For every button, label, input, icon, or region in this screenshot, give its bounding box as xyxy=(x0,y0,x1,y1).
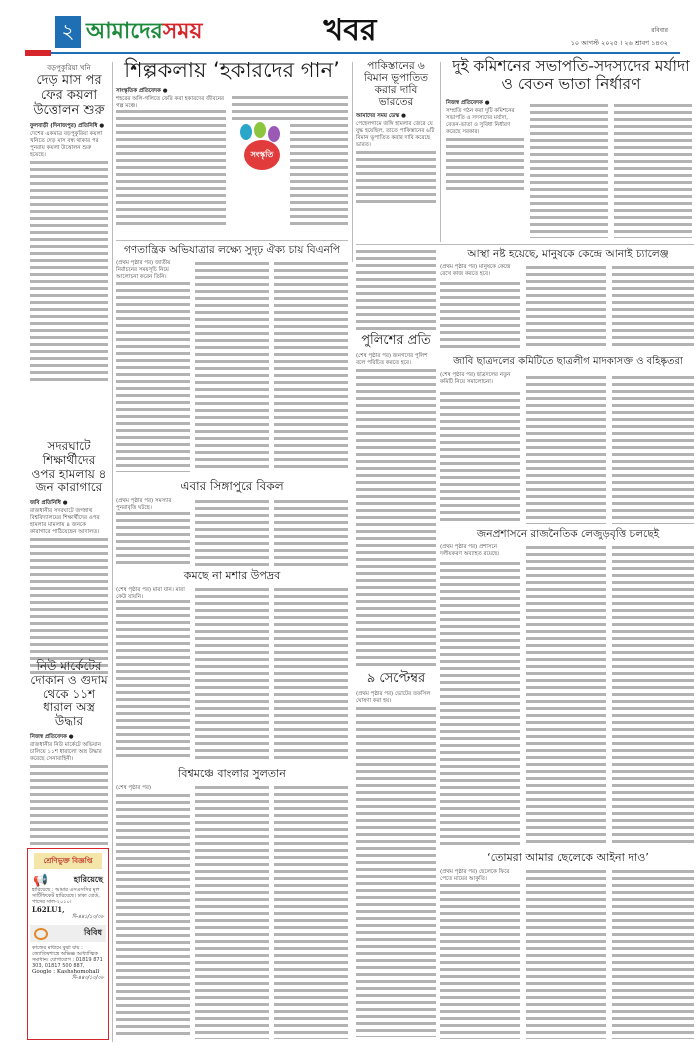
headline: আস্থা নষ্ট হয়েছে, মানুষকে কেন্দ্রে আনাই চ্যালেঞ্জ xyxy=(467,248,669,260)
misc-heading: বিবিধ xyxy=(84,928,102,937)
headline: বিশ্বমঞ্চে বাংলার সুলতান xyxy=(178,767,286,780)
megaphone-icon: 📢 xyxy=(33,873,48,887)
masthead-rule xyxy=(25,52,680,54)
body-text xyxy=(116,600,190,760)
lead: রাজধানীর নিউ মার্কেটে অভিযান চালিয়ে ১১শ ধারালো অস্ত্র উদ্ধার করেছে সেনাবাহিনী। xyxy=(30,741,102,762)
classifieds-title: শ্রেণিভুক্ত বিজ্ঞপ্তি xyxy=(34,853,102,869)
byline: জবি প্রতিনিধি ● xyxy=(30,500,68,507)
body-text xyxy=(526,266,606,350)
body-text xyxy=(440,884,520,1039)
masthead-accent xyxy=(25,50,51,56)
lead: পেহেলগামে জঙ্গি হামলার জেরে যে যুদ্ধ হয়েছিল, তাতে পাকিস্তানের ৬টি বিমান ভূপাতিত করার দাবি করেছে ভারত। xyxy=(356,121,435,149)
misc-text: কাজের মাধ্যমে বুঝা যায় : জ্যোতিষশাস্ত্রে অভিজ্ঞ আধ্যাত্মিক সমাধান। যোগাযোগ : 01819 871 303, 01817 500 887, xyxy=(32,945,103,969)
misc-web: Google : Kashshomohall xyxy=(32,969,100,975)
headline: শিল্পকলায় ‘হকারদের গান’ xyxy=(124,58,340,82)
body-text xyxy=(356,369,436,669)
byline: নিজস্ব প্রতিবেদক ● xyxy=(30,733,74,740)
headline: জাবি ছাত্রদলের কমিটিতে ছাত্রলীগ মাদকাসক্ত ও বহিষ্কৃতরা xyxy=(453,356,683,367)
body-text xyxy=(440,562,520,847)
body-text xyxy=(274,500,348,566)
body-text xyxy=(30,161,108,381)
body-text xyxy=(612,266,694,350)
culture-badge xyxy=(236,124,286,174)
misc-ref: দি-৪৪০/১০/০৮ xyxy=(72,975,104,981)
body-text xyxy=(116,282,190,472)
headline: এবার সিঙ্গাপুরে বিকল xyxy=(180,479,284,493)
column-rule xyxy=(112,62,113,1042)
lost-heading: হারিয়েছে xyxy=(73,874,103,884)
body-text xyxy=(612,870,694,1039)
headline: নিউ মার্কেটের দোকান ও গুদাম থেকে ১১শ ধারাল অস্ত্র উদ্ধার xyxy=(30,659,108,729)
divider xyxy=(356,244,694,245)
lead: (শেষ পৃষ্ঠার পর) ছাত্রদলের নতুন কমিটি নিয়ে সমালোচনা। xyxy=(440,371,511,385)
column-rule xyxy=(440,62,441,242)
classifieds-box xyxy=(27,848,109,1040)
article-coal xyxy=(30,64,108,381)
body-text xyxy=(195,786,269,1039)
section-title: খবর xyxy=(323,13,377,48)
body-text xyxy=(274,588,348,760)
body-text xyxy=(530,104,608,238)
headline: দুই কমিশনের সভাপতি-সদস্যদের মর্যাদা ও বেতন ভাতা নির্ধারণ xyxy=(452,57,690,93)
misc-icon xyxy=(34,928,48,940)
headline: পুলিশের প্রতি xyxy=(361,333,431,348)
article-pakistan xyxy=(356,60,436,207)
lost-code: L62LU1, xyxy=(32,905,65,914)
body-text xyxy=(195,262,269,472)
lead: (শেষ পৃষ্ঠার পর) মারা যান। মারা কেউ যায়নি। xyxy=(116,586,185,600)
logo-part2: সময় xyxy=(162,19,203,44)
lead: (শেষ পৃষ্ঠার পর) জনগণের পুলিশ বলে পরিচিত করতে হবে। xyxy=(356,352,428,366)
body-text xyxy=(30,765,108,849)
newspaper-logo xyxy=(86,16,202,48)
byline: ফুলবাড়ী (দিনাজপুর) প্রতিনিধি ● xyxy=(30,122,105,129)
lead: (প্রথম পৃষ্ঠার পর) প্রশাসনে দলীয়করণ অব্যাহত রয়েছে। xyxy=(440,544,500,558)
body-text xyxy=(612,546,694,847)
lead: (প্রথম পৃষ্ঠার পর) মানুষকে কেন্দ্রে রেখে কাজ করতে হবে। xyxy=(440,264,511,278)
body-text xyxy=(356,707,436,1037)
lead: (প্রথম পৃষ্ঠার পর) ভোটের তফসিল ঘোষণা করা হয়। xyxy=(356,690,431,704)
lead: (প্রথম পৃষ্ঠার পর) ছেলেকে ফিরে পেতে মায়ের আকুতি। xyxy=(440,868,510,882)
lead: (প্রথম পৃষ্ঠার পর) জাতীয় নির্বাচনের সময়সূচি নিয়ে আলোচনা করেন তিনি। xyxy=(116,260,171,281)
headline: পাকিস্তানের ৬ বিমান ভূপাতিত করার দাবি ভারতের xyxy=(363,60,429,109)
body-text xyxy=(446,138,524,194)
body-text xyxy=(614,104,692,238)
byline: নিজস্ব প্রতিবেদক ● xyxy=(446,99,490,106)
article-newmarket xyxy=(30,660,108,849)
body-text xyxy=(274,262,348,472)
body-text xyxy=(232,96,348,120)
body-text xyxy=(290,124,348,228)
logo-part1: আমাদের xyxy=(86,19,163,44)
body-text xyxy=(116,512,190,566)
lead: দেশের একমাত্র বড়পুকুরিয়া কয়লা খনিতে দেড় মাস বন্ধ থাকার পর পুনরায় কয়লা উত্তোলন শুরু হয়েছে। xyxy=(30,130,103,158)
body-text xyxy=(612,376,694,524)
byline: সাংস্কৃতিক প্রতিবেদক ● xyxy=(116,88,168,95)
article-sadarghat xyxy=(30,440,108,678)
body-text xyxy=(195,588,269,760)
day-label: রবিবার xyxy=(651,27,668,34)
culture-badge-label: সংস্কৃতি xyxy=(244,140,280,170)
body-text xyxy=(356,151,436,207)
lead: শহরের অলি-গলিতে ফেরি করা হকারদের জীবনের গল্প মঞ্চে। xyxy=(116,96,225,110)
body-text xyxy=(30,538,108,678)
headline: জনপ্রশাসনে রাজনৈতিক লেজুড়বৃত্তি চলছেই xyxy=(476,528,660,540)
body-text xyxy=(526,870,606,1039)
body-text xyxy=(526,376,606,524)
lead: রাজধানীর সদরঘাটে জগন্নাথ বিশ্ববিদ্যালয়ের শিক্ষার্থীদের ওপর হামলার মামলায় ৪ জনকে কারাগারে পাঠিয়েছেন আদালত। xyxy=(30,508,100,536)
body-text xyxy=(440,392,520,524)
headline: ‘তোমরা আমার ছেলেকে আইনা দাও’ xyxy=(487,851,649,864)
body-text xyxy=(116,794,190,1039)
body-text xyxy=(356,250,436,332)
lead: সম্প্রতি গঠন করা দুটি কমিশনের সভাপতি ও সদস্যদের মর্যাদা, বেতন-ভাতা ও সুবিধা নির্ধারণ করেছে সরকার। xyxy=(446,107,515,135)
divider xyxy=(116,240,348,241)
headline: ৯ সেপ্টেম্বর xyxy=(366,671,426,686)
body-text xyxy=(116,110,226,228)
lost-ref: দি-৪৪১/১০/০৮ xyxy=(72,914,104,920)
body-text xyxy=(440,282,520,350)
article-september xyxy=(356,672,436,1037)
body-text xyxy=(195,500,269,566)
headline: সদরঘাটে শিক্ষার্থীদের ওপর হামলায় ৪ জন কারাগারে xyxy=(31,439,107,495)
lead: (প্রথম পৃষ্ঠার পর) সমস্যার পুনরাবৃত্তি ঘটছে। xyxy=(116,497,172,511)
byline: আমাদের সময় ডেস্ক ● xyxy=(356,113,406,120)
column-rule xyxy=(352,62,353,262)
headline: কমছে না মশার উপদ্রব xyxy=(183,569,281,582)
page-number: ২ xyxy=(55,16,81,48)
lead: (শেষ পৃষ্ঠার পর) xyxy=(116,784,152,791)
body-text xyxy=(274,786,348,1039)
date-label: ১০ আগস্ট ২০২৫ । ২৬ শ্রাবণ ১৪৩২ xyxy=(570,39,668,47)
headline: গণতান্ত্রিক অভিযাত্রার লক্ষ্যে সুদৃঢ় ঐক্য চায় বিএনপি xyxy=(123,244,341,256)
article-police xyxy=(356,334,436,669)
lost-text: হারিয়েছে : আমার এসএসসির মূল সার্টিফিকেট হারিয়েছে। ঢাকা বোর্ড, পাসের সাল-২০১০। xyxy=(32,887,100,905)
headline: দেড় মাস পর ফের কয়লা উত্তোলন শুরু xyxy=(33,73,105,118)
body-text xyxy=(526,546,606,847)
kicker: বড়পুকুরিয়া খনি xyxy=(47,64,91,72)
